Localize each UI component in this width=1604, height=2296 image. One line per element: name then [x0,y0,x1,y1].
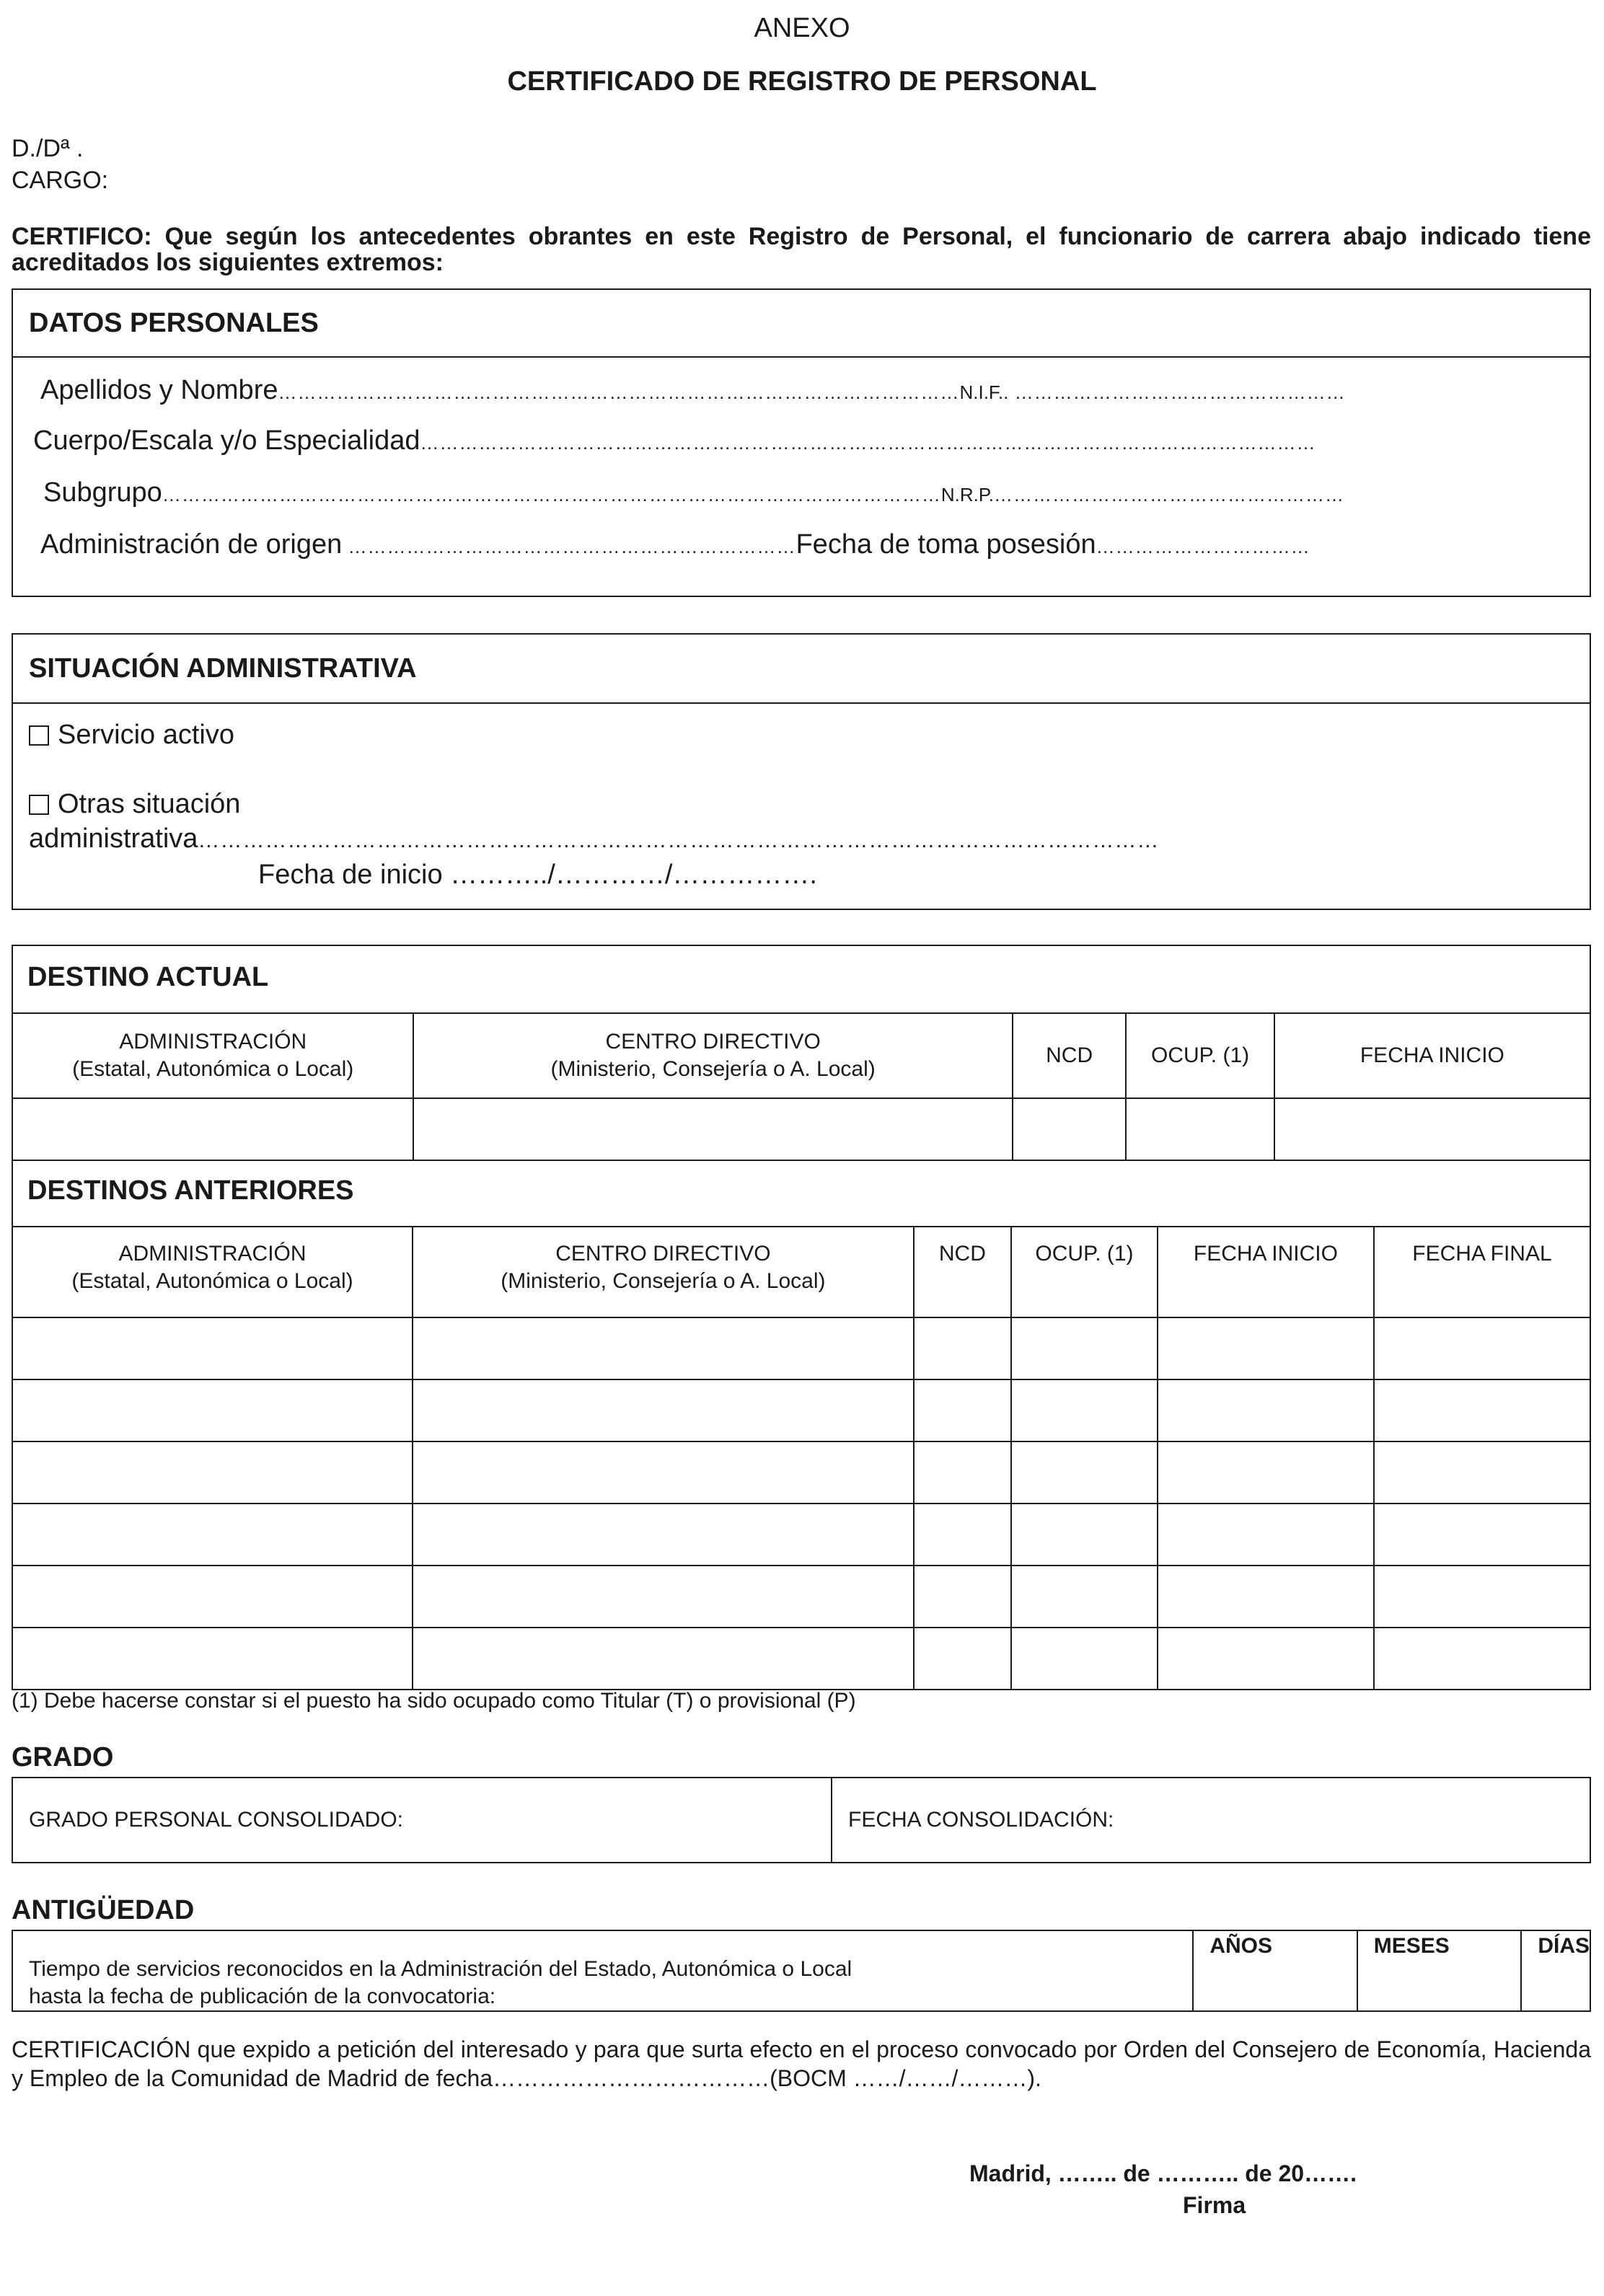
table-cell[interactable] [1011,1441,1158,1504]
table-cell[interactable] [413,1628,914,1690]
administracion-label: Administración de origen [40,529,343,560]
meses-label: MESES [1373,1934,1450,1958]
col-centro-title: CENTRO DIRECTIVO [555,1242,771,1266]
table-row [12,1441,1590,1504]
grado-heading: GRADO [12,1742,114,1772]
col-centro-title: CENTRO DIRECTIVO [605,1030,821,1054]
destinos-anteriores-heading: DESTINOS ANTERIORES [27,1175,354,1206]
grado-consolidado-cell[interactable]: GRADO PERSONAL CONSOLIDADO: [12,1778,832,1863]
table-cell[interactable] [413,1566,914,1628]
table-cell[interactable] [413,1504,914,1566]
dias-label: DÍAS [1538,1934,1590,1958]
destino-actual-col-admin [12,1013,413,1098]
col-admin-title: ADMINISTRACIÓN [119,1030,307,1054]
table-cell[interactable] [1011,1379,1158,1441]
nrp-field[interactable]: ……………………………………………… [994,484,1345,505]
cuerpo-field[interactable]: ………………………………………………………………………………………………………………………… [420,432,1316,454]
destino-actual-ocup-cell[interactable] [1126,1098,1274,1160]
fecha-consolidacion-cell[interactable]: FECHA CONSOLIDACIÓN: [832,1778,1590,1863]
table-cell[interactable] [413,1379,914,1441]
situacion-box [12,633,1591,910]
table-cell[interactable] [12,1379,413,1441]
destino-actual-ncd-cell[interactable] [1013,1098,1127,1160]
table-cell[interactable] [413,1317,914,1379]
servicio-activo-option [29,720,234,751]
anos-cell[interactable] [1193,1930,1357,2011]
anos-label: AÑOS [1209,1934,1272,1958]
fecha-toma-field[interactable]: …………………………… [1096,536,1310,557]
annex-label: ANEXO [754,13,850,43]
col-admin-subtitle: (Estatal, Autonómica o Local) [71,1269,353,1293]
table-cell[interactable] [1374,1379,1590,1441]
table-cell[interactable] [1374,1317,1590,1379]
cargo-label: CARGO: [12,167,109,194]
antiguedad-heading: ANTIGÜEDAD [12,1895,195,1925]
table-row [12,1379,1590,1441]
otras-situacion-checkbox[interactable] [29,795,49,815]
otras-situacion-option [29,789,240,820]
table-cell[interactable] [12,1317,413,1379]
table-cell[interactable] [1011,1504,1158,1566]
document-title: CERTIFICADO DE REGISTRO DE PERSONAL [507,66,1097,97]
apellidos-field[interactable]: …………………………………………………………………………………………… [278,381,960,403]
anteriores-col-fecha-inicio: FECHA INICIO [1158,1227,1374,1317]
nif-label: N.I.F.. [959,381,1009,403]
col-admin-subtitle: (Estatal, Autonómica o Local) [72,1057,354,1081]
subgrupo-field[interactable]: ………………………………………………………………………………………………………… [162,484,941,505]
destino-actual-table [12,1012,1591,1161]
table-cell[interactable] [1158,1317,1374,1379]
antiguedad-text-line-2: hasta la fecha de publicación de la convocatoria: [29,1984,496,2008]
destino-actual-col-centro [413,1013,1012,1098]
table-cell[interactable] [12,1628,413,1690]
subgrupo-row [43,477,1344,508]
antiguedad-text-line-1: Tiempo de servicios reconocidos en la Administración del Estado, Autonómica o Local [29,1957,852,1981]
table-cell[interactable] [1374,1504,1590,1566]
table-cell[interactable] [1011,1317,1158,1379]
table-cell[interactable] [1158,1566,1374,1628]
table-row [12,1566,1590,1628]
fecha-toma-label: Fecha de toma posesión [796,529,1096,560]
fecha-inicio-row[interactable]: Fecha de inicio ………../…………/……………. [258,860,817,890]
apellidos-row [40,375,1346,406]
otras-situacion-label: Otras situación [58,789,241,819]
table-cell[interactable] [914,1628,1011,1690]
anteriores-col-centro [413,1227,914,1317]
administracion-field[interactable]: …………………………………………………………… [342,536,796,557]
table-cell[interactable] [1374,1628,1590,1690]
table-cell[interactable] [914,1504,1011,1566]
grado-table [12,1777,1591,1863]
table-cell[interactable] [914,1317,1011,1379]
destinos-anteriores-table [12,1226,1591,1690]
anteriores-col-ncd: NCD [914,1227,1011,1317]
col-admin-title: ADMINISTRACIÓN [118,1242,307,1266]
table-cell[interactable] [1011,1628,1158,1690]
destino-actual-admin-cell[interactable] [12,1098,413,1160]
table-cell[interactable] [1374,1441,1590,1504]
destino-actual-col-ocup: OCUP. (1) [1126,1013,1274,1098]
table-cell[interactable] [1158,1379,1374,1441]
table-cell[interactable] [914,1441,1011,1504]
table-row [12,1628,1590,1690]
table-row [12,1504,1590,1566]
subgrupo-label: Subgrupo [43,477,162,508]
footnote: (1) Debe hacerse constar si el puesto ha sido ocupado como Titular (T) o provisional (P) [12,1689,856,1713]
nif-field[interactable]: …………………………………………… [1008,381,1346,403]
destino-actual-centro-cell[interactable] [413,1098,1012,1160]
antiguedad-description [12,1930,1193,2011]
datos-personales-heading: DATOS PERSONALES [13,290,1590,358]
table-cell[interactable] [1158,1504,1374,1566]
col-centro-subtitle: (Ministerio, Consejería o A. Local) [501,1269,826,1293]
table-cell[interactable] [12,1566,413,1628]
administrativa-label: administrativa [29,824,198,854]
table-cell[interactable] [914,1379,1011,1441]
table-cell[interactable] [413,1441,914,1504]
signature-label: Firma [1183,2192,1246,2218]
destino-actual-row [12,1098,1590,1160]
anteriores-col-ocup: OCUP. (1) [1011,1227,1158,1317]
destino-actual-col-ncd: NCD [1013,1013,1127,1098]
anteriores-col-fecha-final: FECHA FINAL [1374,1227,1590,1317]
antiguedad-table [12,1930,1591,2012]
place-date-line[interactable]: Madrid, …….. de ……….. de 20……. [969,2160,1357,2186]
destino-actual-fecha-cell[interactable] [1274,1098,1590,1160]
dias-cell[interactable] [1521,1930,1590,2011]
servicio-activo-label: Servicio activo [58,720,234,750]
cuerpo-label: Cuerpo/Escala y/o Especialidad [33,425,420,456]
administrativa-row [29,824,1159,855]
situacion-heading: SITUACIÓN ADMINISTRATIVA [13,635,1590,704]
administrativa-field[interactable]: ………………………………………………………………………………………………………………… [198,829,1160,852]
signatory-block [12,133,108,196]
certificacion-paragraph: CERTIFICACIÓN que expido a petición del interesado y para que surta efecto en el proceso convocado por Orden del Consejero de Economía, Hacienda y Empleo de la Comunidad de Madrid de fecha………………………………(BOCM ……/……/………). [12,2036,1591,2091]
meses-cell[interactable] [1357,1930,1522,2011]
table-row [12,1317,1590,1379]
certifico-paragraph: CERTIFICO: Que según los antecedentes obrantes en este Registro de Personal, el funcionario de carrera abajo indicado tiene acreditados los siguientes extremos: [12,223,1591,276]
anteriores-col-admin [12,1227,413,1317]
table-cell[interactable] [914,1566,1011,1628]
datos-personales-box [12,288,1591,597]
nrp-label: N.R.P. [940,484,995,505]
table-cell[interactable] [12,1441,413,1504]
administracion-row [40,529,1310,560]
table-cell[interactable] [12,1504,413,1566]
table-cell[interactable] [1158,1441,1374,1504]
destino-actual-col-fecha: FECHA INICIO [1274,1013,1590,1098]
table-cell[interactable] [1011,1566,1158,1628]
servicio-activo-checkbox[interactable] [29,725,49,746]
destino-actual-heading: DESTINO ACTUAL [27,962,269,992]
table-cell[interactable] [1374,1566,1590,1628]
apellidos-label: Apellidos y Nombre [40,375,278,405]
col-centro-subtitle: (Ministerio, Consejería o A. Local) [550,1057,876,1081]
cuerpo-row [33,425,1316,456]
table-cell[interactable] [1158,1628,1374,1690]
dd-label: D./Dª . [12,135,84,162]
